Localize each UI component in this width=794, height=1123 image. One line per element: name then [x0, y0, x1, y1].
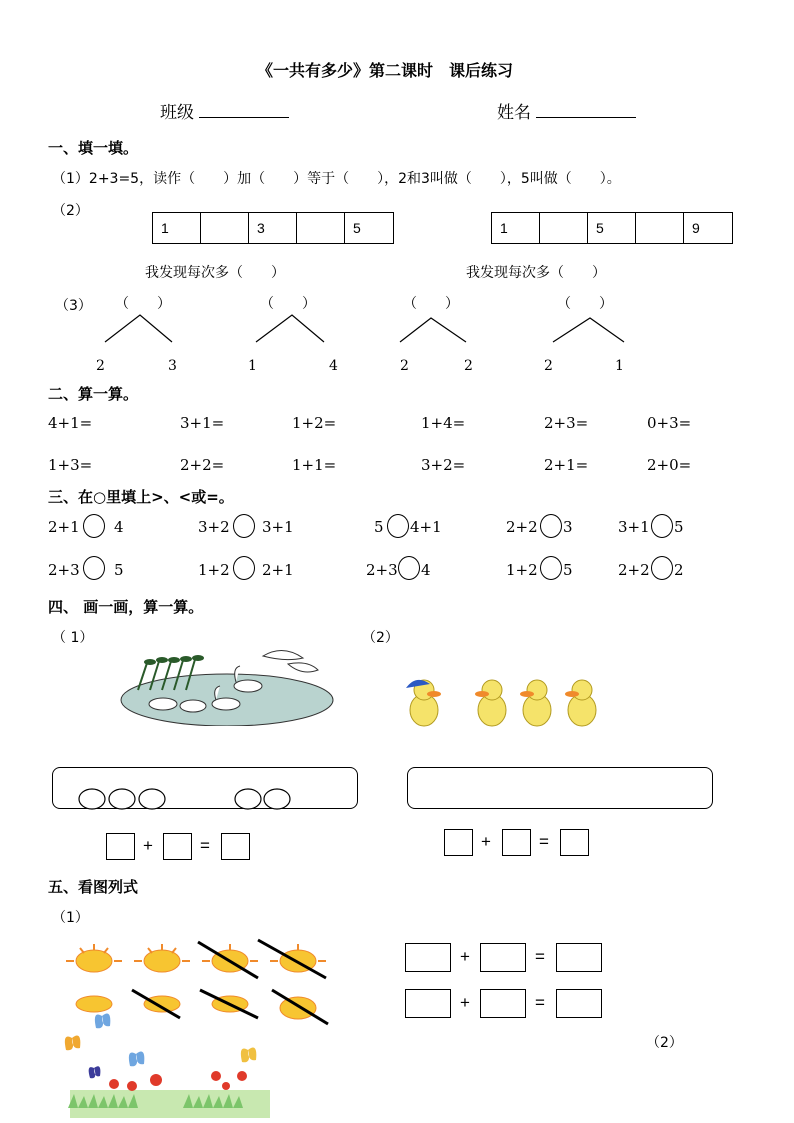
tree-blank[interactable]: （ ） — [403, 296, 459, 312]
plus-sign: + — [143, 836, 153, 855]
seq-a-cell: 1 — [153, 213, 201, 243]
compare-circle[interactable] — [651, 514, 673, 538]
compare-circle[interactable] — [83, 514, 105, 538]
duck — [406, 680, 441, 726]
name-field — [497, 98, 636, 123]
sun — [66, 944, 122, 972]
compare-left: 5 — [374, 518, 384, 536]
butterfly — [89, 1066, 101, 1078]
seq-a-cell: 5 — [353, 220, 361, 236]
tree-branch-3 — [400, 318, 466, 342]
equals-sign: = — [200, 836, 210, 855]
plus-sign: + — [460, 993, 470, 1012]
tree-blank[interactable]: （ ） — [115, 296, 171, 312]
compare-right: 4+1 — [410, 518, 442, 536]
tree-part: 3 — [168, 358, 177, 374]
compare-right: 4 — [421, 561, 431, 579]
class-field — [160, 98, 289, 123]
seq-b-cell[interactable] — [540, 213, 588, 243]
butterflies-flowers-illustration — [58, 1010, 276, 1120]
answer-box[interactable] — [444, 829, 473, 856]
section4-heading: 四、 画一画，算一算。 — [48, 598, 204, 616]
compare-right: 2 — [674, 561, 684, 579]
ducks-illustration — [402, 670, 607, 732]
seq-a-cell[interactable] — [201, 213, 249, 243]
calc-item: 1+4= — [421, 414, 466, 432]
tree-blank[interactable]: （ ） — [557, 296, 613, 312]
calc-item: 2+3= — [544, 414, 589, 432]
sun — [280, 997, 316, 1019]
drawn-circles — [75, 788, 295, 812]
flowers — [109, 1071, 247, 1091]
seq-a-cell: 3 — [249, 213, 297, 243]
tree-branch-2 — [256, 315, 324, 342]
answer-box[interactable] — [560, 829, 589, 856]
answer-box[interactable] — [405, 989, 451, 1018]
seq-b-cell: 1 — [492, 213, 540, 243]
question3-label: （3） — [55, 298, 92, 314]
butterfly — [95, 1014, 110, 1029]
plus-sign: + — [460, 947, 470, 966]
drawing-box-2[interactable] — [407, 767, 713, 809]
tree-part: 4 — [329, 358, 338, 374]
seq-a-cell[interactable] — [297, 213, 345, 243]
duck — [520, 680, 551, 726]
compare-left: 2+2 — [506, 518, 538, 536]
section5-heading: 五、看图列式 — [48, 878, 139, 896]
answer-box[interactable] — [106, 833, 135, 860]
answer-box[interactable] — [556, 943, 602, 972]
compare-left: 2+3 — [48, 561, 80, 579]
page-title: 《一共有多少》第二课时 课后练习 — [257, 61, 514, 80]
tree-part: 2 — [96, 358, 105, 374]
pond-illustration — [118, 642, 336, 726]
calc-item: 1+1= — [292, 456, 337, 474]
answer-box[interactable] — [556, 989, 602, 1018]
tree-part: 2 — [544, 358, 553, 374]
number-sequence-b — [491, 212, 733, 244]
tree-part: 2 — [464, 358, 473, 374]
section5-part1-label: （1） — [52, 910, 89, 926]
calc-item: 3+1= — [180, 414, 225, 432]
tree-blank[interactable]: （ ） — [260, 296, 316, 312]
compare-right: 5 — [674, 518, 684, 536]
compare-left: 2+3 — [366, 561, 398, 579]
discover-text-b: 我发现每次多（ ） — [466, 265, 606, 281]
calc-item: 1+3= — [48, 456, 93, 474]
tree-part: 2 — [400, 358, 409, 374]
compare-left: 2+1 — [48, 518, 80, 536]
equals-sign: = — [535, 993, 545, 1012]
calc-item: 3+2= — [421, 456, 466, 474]
compare-circle[interactable] — [540, 556, 562, 580]
compare-left: 1+2 — [198, 561, 230, 579]
answer-box[interactable] — [480, 943, 526, 972]
name-blank[interactable] — [536, 101, 636, 118]
name-label: 姓名 — [497, 103, 531, 123]
compare-circle[interactable] — [398, 556, 420, 580]
calc-item: 4+1= — [48, 414, 93, 432]
duck — [475, 680, 506, 726]
seq-b-cell: 5 — [588, 213, 636, 243]
compare-right: 5 — [563, 561, 573, 579]
calc-item: 2+1= — [544, 456, 589, 474]
butterfly — [65, 1036, 80, 1051]
compare-left: 2+2 — [618, 561, 650, 579]
class-label: 班级 — [160, 103, 194, 123]
tree-branches — [0, 310, 794, 350]
seq-b-cell: 9 — [692, 220, 700, 236]
plus-sign: + — [481, 832, 491, 851]
butterfly — [241, 1048, 256, 1063]
compare-right: 3 — [563, 518, 573, 536]
seq-b-cell[interactable] — [636, 213, 684, 243]
question1: （1）2+3=5，读作（ ）加（ ）等于（ ），2和3叫做（ ），5叫做（ ）。 — [52, 171, 621, 187]
question2-label: （2） — [52, 203, 89, 219]
discover-text-a: 我发现每次多（ ） — [145, 265, 285, 281]
compare-circle[interactable] — [83, 556, 105, 580]
compare-right: 5 — [114, 561, 124, 579]
calc-item: 0+3= — [647, 414, 692, 432]
compare-circle[interactable] — [540, 514, 562, 538]
tree-branch-1 — [105, 315, 172, 342]
compare-right: 2+1 — [262, 561, 294, 579]
compare-circle[interactable] — [651, 556, 673, 580]
compare-right: 4 — [114, 518, 124, 536]
compare-left: 1+2 — [506, 561, 538, 579]
answer-box[interactable] — [480, 989, 526, 1018]
compare-circle[interactable] — [233, 514, 255, 538]
answer-box[interactable] — [405, 943, 451, 972]
flying-swans — [263, 650, 318, 672]
tree-part: 1 — [248, 358, 257, 374]
section2-heading: 二、算一算。 — [48, 385, 139, 403]
butterfly — [129, 1052, 144, 1067]
section1-heading: 一、填一填。 — [48, 139, 139, 157]
number-sequence-a — [152, 212, 394, 244]
compare-left: 3+1 — [618, 518, 650, 536]
calc-item: 2+0= — [647, 456, 692, 474]
section3-heading: 三、在○里填上>、<或=。 — [48, 488, 234, 506]
sun — [270, 944, 326, 972]
answer-box[interactable] — [221, 833, 250, 860]
calc-item: 1+2= — [292, 414, 337, 432]
part1-label: （ 1） — [52, 630, 94, 646]
tree-branch-4 — [553, 318, 624, 342]
calc-item: 2+2= — [180, 456, 225, 474]
compare-right: 3+1 — [262, 518, 294, 536]
compare-circle[interactable] — [233, 556, 255, 580]
compare-left: 3+2 — [198, 518, 230, 536]
class-blank[interactable] — [199, 101, 289, 118]
answer-box[interactable] — [502, 829, 531, 856]
sun — [134, 944, 190, 972]
equals-sign: = — [535, 947, 545, 966]
part2-label: （2） — [362, 630, 399, 646]
compare-circle[interactable] — [387, 514, 409, 538]
section5-part2-label: （2） — [646, 1035, 683, 1051]
duck — [565, 680, 596, 726]
answer-box[interactable] — [163, 833, 192, 860]
tree-part: 1 — [615, 358, 624, 374]
equals-sign: = — [539, 832, 549, 851]
